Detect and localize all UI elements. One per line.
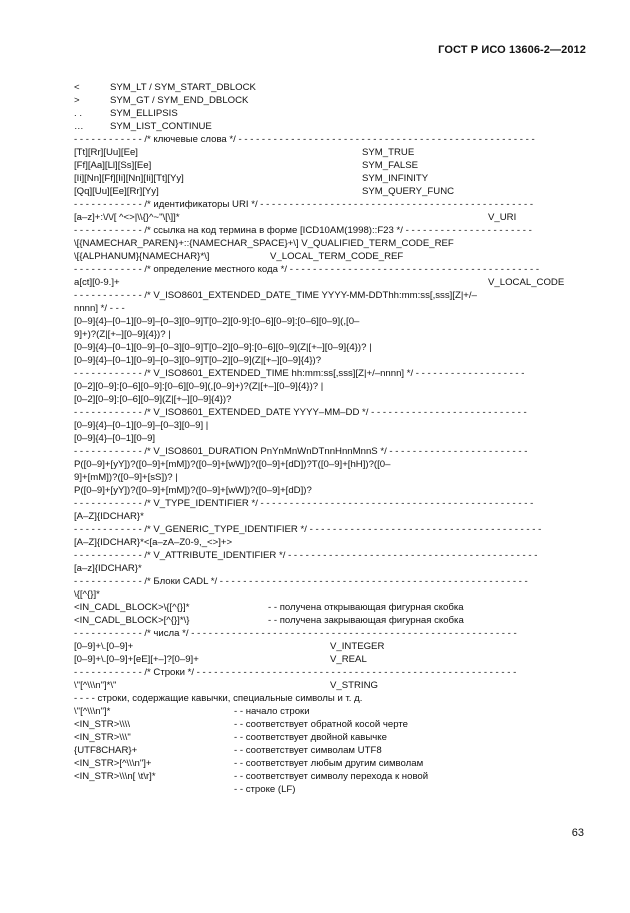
listing-cell: [0–9]+\.[0–9]+ (74, 641, 134, 652)
listing-line (74, 536, 586, 549)
listing-cell: SYM_INFINITY (362, 173, 429, 184)
listing-cell: [Ii][Nn][Ff][Ii][Nn][Ii][Tt][Yy] (74, 173, 184, 184)
listing-cell: - - получена открывающая фигурная скобка (268, 602, 464, 613)
listing-cell: \[{NAMECHAR_PAREN}+::{NAMECHAR_SPACE}+\] V_QUALIFIED_TERM_CODE_REF (74, 238, 454, 249)
listing-line (74, 523, 586, 536)
listing-line (74, 302, 586, 315)
listing-cell: <IN_STR>\\\\ (74, 719, 130, 730)
listing-cell: P([0–9]+[yY])?([0–9]+[mM])?([0–9]+[wW])?([0–9]+[dD])? (74, 485, 312, 496)
listing-line (74, 406, 586, 419)
listing-cell: [0–9]{4}–[0–1][0–9]–[0–3][0–9]T[0–2][0-9]:[0–6][0–9]:[0–6][0–9](,[0– (74, 316, 360, 327)
listing-cell: [a–z]+:\/\/[ ^<>|\\{}^~"\[\]]* (74, 212, 180, 223)
listing-line (74, 640, 586, 653)
listing-line (74, 289, 586, 302)
listing-cell: SYM_QUERY_FUNC (362, 186, 455, 197)
listing-cell: <IN_CADL_BLOCK>\{[^{}]* (74, 602, 190, 613)
listing-line (74, 107, 586, 120)
listing-cell: - - - - - - - - - - - - /* V_ISO8601_EXTENDED_DATE YYYY–MM–DD */ - - - - - - - - - - - - - - - - - - - - - - - - - - - (74, 407, 527, 418)
listing-cell: - - соответствует обратной косой черте (234, 719, 408, 730)
listing-cell: V_STRING (330, 680, 378, 691)
listing-cell: <IN_STR>\\\n[ \t\r]* (74, 771, 156, 782)
listing-cell: \"[^\\\n"]*\" (74, 680, 117, 691)
listing-line (74, 744, 586, 757)
listing-cell: SYM_LT / SYM_START_DBLOCK (110, 82, 256, 93)
listing-line (74, 445, 586, 458)
listing-cell: - - - - - - - - - - - - /* ссылка на код термина в форме [ICD10AM(1998)::F23 */ - - - - - - - - - - - - - - - - - - - - - - (74, 225, 532, 236)
listing-line (74, 263, 586, 276)
listing-cell: <IN_STR>[^\\\n"]+ (74, 758, 152, 769)
listing-line (74, 198, 586, 211)
listing-cell: - - - - - - - - - - - - /* V_ISO8601_EXTENDED_DATE_TIME YYYY-MM-DDThh:mm:ss[,sss][Z|+/– (74, 290, 477, 301)
listing-cell: [0–9]{4}–[0–1][0–9]–[0–3][0–9]T[0–2][0–9]:[0–6][0–9](Z|[+–][0–9]{4})? | (74, 342, 372, 353)
listing-cell: - - - - - - - - - - - - /* V_ATTRIBUTE_IDENTIFIER */ - - - - - - - - - - - - - - - - - - - - - - - - - - - - - - - - - - - - - - - - - - - (74, 550, 538, 561)
listing-cell: [Ff][Aa][Ll][Ss][Ee] (74, 160, 152, 171)
listing-line (74, 614, 586, 627)
listing-cell: SYM_TRUE (362, 147, 415, 158)
listing-line (74, 224, 586, 237)
listing-line (74, 354, 586, 367)
listing-line (74, 380, 586, 393)
listing-line (74, 393, 586, 406)
listing-cell: [Tt][Rr][Uu][Ee] (74, 147, 138, 158)
listing-cell: V_INTEGER (330, 641, 385, 652)
listing-cell: [0–9]{4}–[0–1][0–9]–[0–3][0–9] | (74, 420, 209, 431)
listing-cell: [0–9]{4}–[0–1][0–9] (74, 433, 156, 444)
listing-line (74, 731, 586, 744)
listing-cell: - - соответствует символам UTF8 (234, 745, 382, 756)
listing-cell: V_LOCAL_CODE (488, 277, 565, 288)
listing-line (74, 588, 586, 601)
listing-cell: 9]+)?(Z|[+–][0–9]{4})? | (74, 329, 171, 340)
listing-line (74, 679, 586, 692)
listing-cell: - - начало строки (234, 706, 310, 717)
listing-cell: \"[^\\\n"]* (74, 706, 111, 717)
listing-cell: nnnn] */ - - - (74, 303, 125, 314)
listing-line (74, 718, 586, 731)
listing-line (74, 666, 586, 679)
listing-cell: {UTF8CHAR}+ (74, 745, 138, 756)
listing-line (74, 510, 586, 523)
listing-line (74, 783, 586, 796)
listing-cell: SYM_FALSE (362, 160, 418, 171)
listing-cell: V_URI (488, 212, 517, 223)
listing-line (74, 497, 586, 510)
listing-cell: - - получена закрывающая фигурная скобка (268, 615, 464, 626)
listing-line (74, 601, 586, 614)
listing-cell: P([0–9]+[yY])?([0–9]+[mM])?([0–9]+[wW])?([0–9]+[dD])?T([0–9]+[hH])?([0– (74, 459, 391, 470)
page-number: 63 (571, 827, 584, 839)
listing-line (74, 328, 586, 341)
listing-line (74, 471, 586, 484)
grammar-listing (74, 81, 586, 796)
listing-line (74, 276, 586, 289)
listing-line (74, 653, 586, 666)
listing-line (74, 81, 586, 94)
listing-cell: \[{ALPHANUM}{NAMECHAR}*\] (74, 251, 210, 262)
listing-cell: [A–Z]{IDCHAR}* (74, 511, 144, 522)
listing-line (74, 367, 586, 380)
listing-cell: [Qq][Uu][Ee][Rr][Yy] (74, 186, 159, 197)
listing-cell: [0–2][0–9]:[0–6][0–9]:[0–6][0–9](,[0–9]+)?(Z|[+–][0–9]{4})? | (74, 381, 324, 392)
listing-line (74, 250, 586, 263)
listing-line (74, 94, 586, 107)
listing-line (74, 237, 586, 250)
listing-cell: - - - - - - - - - - - - /* числа */ - - - - - - - - - - - - - - - - - - - - - - - - - - - - - - - - - - - - - - - - - - - - - - - - - - - - - - - - (74, 628, 517, 639)
listing-cell: SYM_GT / SYM_END_DBLOCK (110, 95, 249, 106)
listing-cell: <IN_STR>\\\" (74, 732, 131, 743)
listing-cell: a[ct][0-9.]+ (74, 277, 120, 288)
listing-line (74, 757, 586, 770)
listing-cell: - - соответствует двойной кавычке (234, 732, 387, 743)
listing-cell: > (74, 95, 80, 106)
listing-line (74, 432, 586, 445)
listing-cell: - - соответствует любым другим символам (234, 758, 424, 769)
listing-line (74, 770, 586, 783)
listing-cell: \{[^{}]* (74, 589, 100, 600)
listing-cell: - - - - строки, содержащие кавычки, специальные символы и т. д. (74, 693, 363, 704)
listing-cell: - - - - - - - - - - - - /* Строки */ - - - - - - - - - - - - - - - - - - - - - - - - - - - - - - - - - - - - - - - - - - - - - - - - - - - - - - - (74, 667, 517, 678)
listing-cell: - - - - - - - - - - - - /* идентификаторы URI */ - - - - - - - - - - - - - - - - - - - - - - - - - - - - - - - - - - - - - - - - - - - - - - - (74, 199, 534, 210)
listing-cell: - - - - - - - - - - - - /* V_ISO8601_EXTENDED_TIME hh:mm:ss[,sss][Z|+/–nnnn] */ - - - - - - - - - - - - - - - - - - - (74, 368, 525, 379)
listing-cell: [A–Z]{IDCHAR}*<[a–zA–Z0-9,_<>]+> (74, 537, 233, 548)
listing-line (74, 627, 586, 640)
listing-cell: V_LOCAL_TERM_CODE_REF (270, 251, 404, 262)
listing-line (74, 692, 586, 705)
listing-cell: … (74, 121, 84, 132)
listing-cell: - - строке (LF) (234, 784, 296, 795)
listing-line (74, 575, 586, 588)
listing-line (74, 549, 586, 562)
listing-cell: SYM_ELLIPSIS (110, 108, 178, 119)
listing-cell: - - - - - - - - - - - - /* ключевые слова */ - - - - - - - - - - - - - - - - - - - - - - - - - - - - - - - - - - - - - - - - - - - - - - - - - - - (74, 134, 535, 145)
listing-line (74, 172, 586, 185)
listing-cell: <IN_CADL_BLOCK>[^{}]*\} (74, 615, 190, 626)
listing-line (74, 315, 586, 328)
listing-line (74, 185, 586, 198)
listing-cell: < (74, 82, 80, 93)
listing-cell: - - - - - - - - - - - - /* V_GENERIC_TYPE_IDENTIFIER */ - - - - - - - - - - - - - - - - - - - - - - - - - - - - - - - - - - - - - - - - (74, 524, 542, 535)
document-header: ГОСТ Р ИСО 13606-2—2012 (438, 44, 586, 56)
listing-cell: V_REAL (330, 654, 367, 665)
listing-cell: [a–z]{IDCHAR}* (74, 563, 142, 574)
listing-line (74, 211, 586, 224)
listing-cell: - - - - - - - - - - - - /* V_TYPE_IDENTIFIER */ - - - - - - - - - - - - - - - - - - - - - - - - - - - - - - - - - - - - - - - - - - - - - - - (74, 498, 534, 509)
listing-line (74, 419, 586, 432)
listing-line (74, 146, 586, 159)
listing-cell: [0–9]+\.[0–9]+[eE][+–]?[0–9]+ (74, 654, 199, 665)
listing-line (74, 562, 586, 575)
listing-cell: . . (74, 108, 82, 119)
listing-cell: 9]+[mM])?([0–9]+[sS])? | (74, 472, 178, 483)
listing-cell: - - - - - - - - - - - - /* V_ISO8601_DURATION PnYnMnWnDTnnHnnMnnS */ - - - - - - - - - - - - - - - - - - - - - - - - (74, 446, 528, 457)
listing-line (74, 159, 586, 172)
listing-cell: SYM_LIST_CONTINUE (110, 121, 212, 132)
listing-cell: - - соответствует символу перехода к новой (234, 771, 429, 782)
listing-line (74, 120, 586, 133)
listing-cell: [0–9]{4}–[0–1][0–9]–[0–3][0–9]T[0–2][0–9](Z|[+–][0–9]{4})? (74, 355, 322, 366)
listing-cell: - - - - - - - - - - - - /* Блоки CADL */ - - - - - - - - - - - - - - - - - - - - - - - - - - - - - - - - - - - - - - - - - - - - - - - - - - - - - (74, 576, 528, 587)
listing-line (74, 484, 586, 497)
listing-cell: [0–2][0–9]:[0–6][0–9](Z|[+–][0–9]{4})? (74, 394, 232, 405)
listing-line (74, 705, 586, 718)
listing-cell: - - - - - - - - - - - - /* определение местного кода */ - - - - - - - - - - - - - - - - - - - - - - - - - - - - - - - - - - - - - - - - - - - (74, 264, 540, 275)
listing-line (74, 458, 586, 471)
listing-line (74, 341, 586, 354)
listing-line (74, 133, 586, 146)
